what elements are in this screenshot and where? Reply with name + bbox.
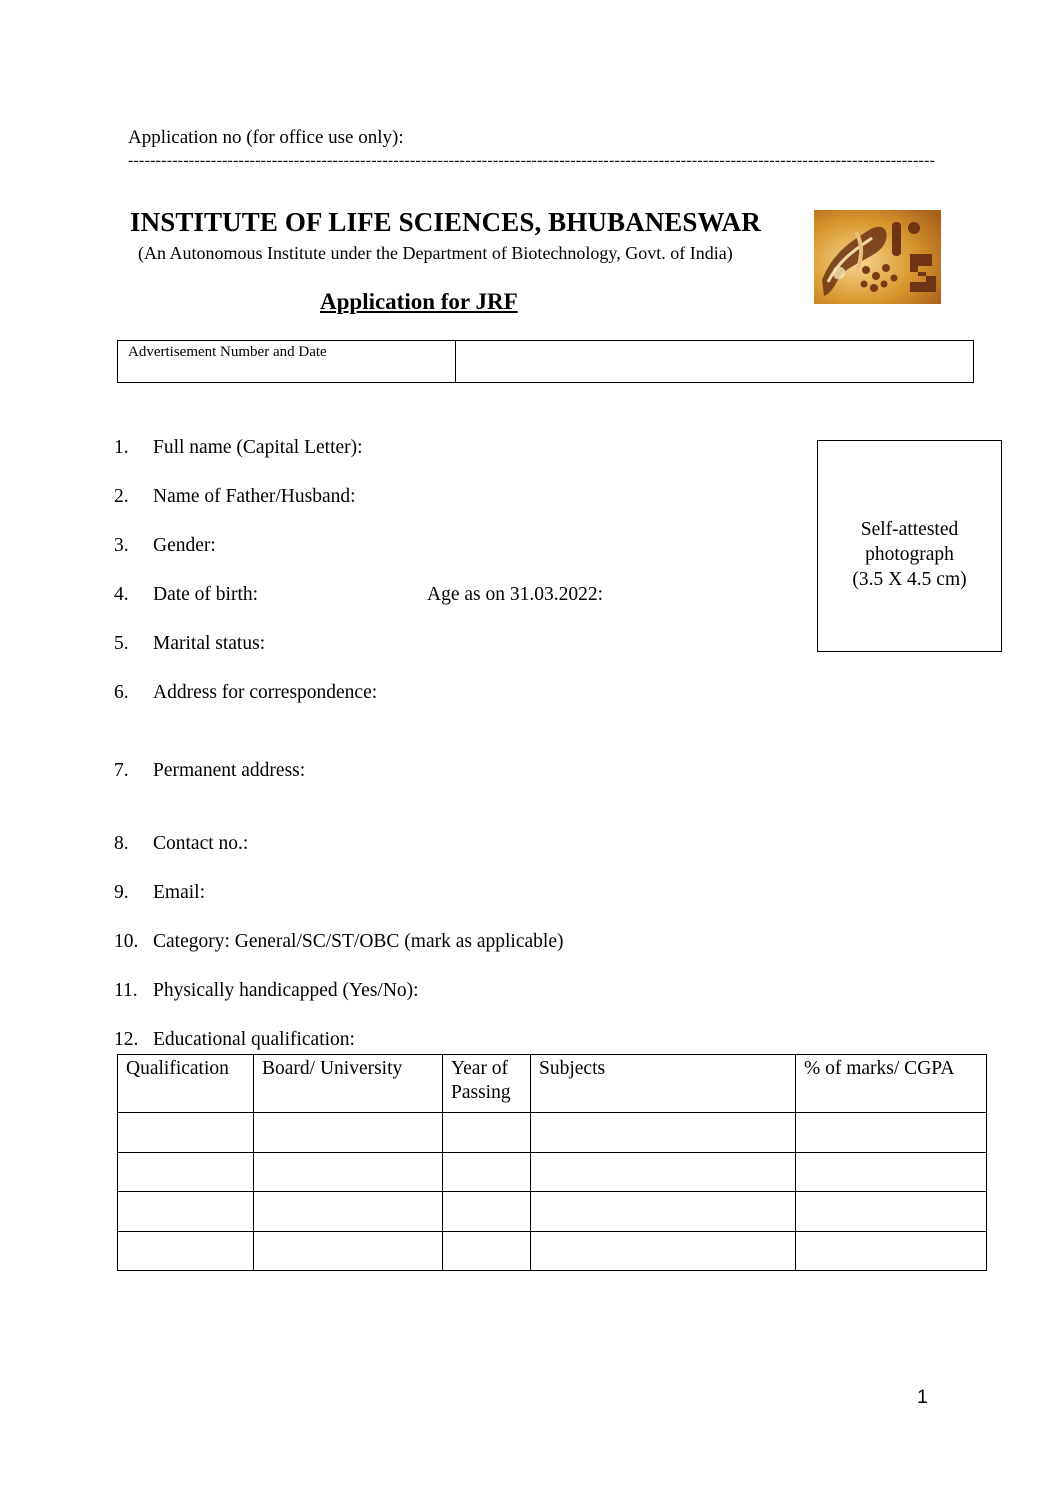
header-qualification: Qualification (118, 1055, 254, 1113)
item-permanent-address (114, 760, 305, 782)
office-use-dash-line: -------------------------------------------------------------------------------------------------------------------------------------------------- (128, 152, 936, 169)
ils-logo-icon (814, 210, 941, 304)
table-cell[interactable] (254, 1231, 443, 1271)
advertisement-label: Advertisement Number and Date (128, 344, 327, 360)
item-number: 3. (114, 535, 129, 556)
photo-box[interactable] (817, 440, 1002, 652)
photo-caption-line3: (3.5 X 4.5 cm) (852, 569, 967, 590)
advertisement-table (117, 340, 974, 383)
table-cell[interactable] (443, 1192, 531, 1232)
advertisement-label-cell (118, 341, 456, 382)
header-board-university: Board/ University (254, 1055, 443, 1113)
table-cell[interactable] (443, 1152, 531, 1192)
photo-caption-line1: Self-attested (860, 519, 959, 540)
item-number: 10. (114, 931, 139, 952)
institute-subtitle: (An Autonomous Institute under the Department of Biotechnology, Govt. of India) (138, 243, 733, 263)
office-use-label: Application no (for office use only): (128, 127, 404, 148)
item-father-husband (114, 486, 356, 508)
table-row (118, 1113, 987, 1153)
item-label: Gender: (153, 535, 216, 556)
item-number: 6. (114, 682, 129, 703)
item-label: Name of Father/Husband: (153, 486, 356, 507)
item-number: 12. (114, 1029, 139, 1050)
item-contact-no (114, 833, 248, 855)
photo-caption-line2: photograph (865, 544, 954, 565)
table-cell[interactable] (531, 1152, 796, 1192)
item-label: Full name (Capital Letter): (153, 437, 363, 458)
table-cell[interactable] (254, 1152, 443, 1192)
table-cell[interactable] (118, 1113, 254, 1153)
institute-title: INSTITUTE OF LIFE SCIENCES, BHUBANESWAR (130, 207, 761, 237)
item-number: 8. (114, 833, 129, 854)
table-header-row (118, 1055, 987, 1113)
item-number: 9. (114, 882, 129, 903)
item-number: 7. (114, 760, 129, 781)
item-number: 1. (114, 437, 129, 458)
header-marks-cgpa: % of marks/ CGPA (796, 1055, 987, 1113)
header-subjects: Subjects (531, 1055, 796, 1113)
table-cell[interactable] (796, 1231, 987, 1271)
form-title: Application for JRF (320, 289, 518, 314)
item-label: Email: (153, 882, 205, 903)
table-cell[interactable] (531, 1113, 796, 1153)
item-label: Educational qualification: (153, 1029, 355, 1050)
item-date-of-birth (114, 584, 258, 606)
item-email (114, 882, 205, 904)
advertisement-value-field[interactable] (457, 341, 973, 382)
table-cell[interactable] (531, 1231, 796, 1271)
table-cell[interactable] (796, 1113, 987, 1153)
item-physically-handicapped (114, 980, 419, 1002)
header-year-of-passing: Year of Passing (443, 1055, 531, 1113)
item-number: 4. (114, 584, 129, 605)
table-row (118, 1152, 987, 1192)
item-label: Category: General/SC/ST/OBC (mark as applicable) (153, 931, 564, 952)
table-cell[interactable] (118, 1152, 254, 1192)
item-educational-qualification (114, 1029, 355, 1051)
item-label: Physically handicapped (Yes/No): (153, 980, 419, 1001)
item-label: Contact no.: (153, 833, 249, 854)
table-cell[interactable] (254, 1113, 443, 1153)
item-category (114, 931, 563, 953)
table-cell[interactable] (796, 1192, 987, 1232)
item-marital-status (114, 633, 265, 655)
item-full-name (114, 437, 363, 459)
item-number: 11. (114, 980, 138, 1001)
item-label: Permanent address: (153, 760, 306, 781)
table-row (118, 1192, 987, 1232)
item-gender (114, 535, 216, 557)
page-number: 1 (917, 1386, 928, 1408)
item-label: Marital status: (153, 633, 266, 654)
item-label: Address for correspondence: (153, 682, 378, 703)
item-number: 2. (114, 486, 129, 507)
table-row (118, 1231, 987, 1271)
table-cell[interactable] (443, 1113, 531, 1153)
table-cell[interactable] (443, 1231, 531, 1271)
table-cell[interactable] (796, 1152, 987, 1192)
item-label: Date of birth: (153, 584, 259, 605)
item-age-label: Age as on 31.03.2022: (427, 584, 604, 605)
table-cell[interactable] (531, 1192, 796, 1232)
table-cell[interactable] (118, 1192, 254, 1232)
item-correspondence-address (114, 682, 377, 704)
education-table (117, 1054, 987, 1271)
table-cell[interactable] (118, 1231, 254, 1271)
item-number: 5. (114, 633, 129, 654)
table-cell[interactable] (254, 1192, 443, 1232)
